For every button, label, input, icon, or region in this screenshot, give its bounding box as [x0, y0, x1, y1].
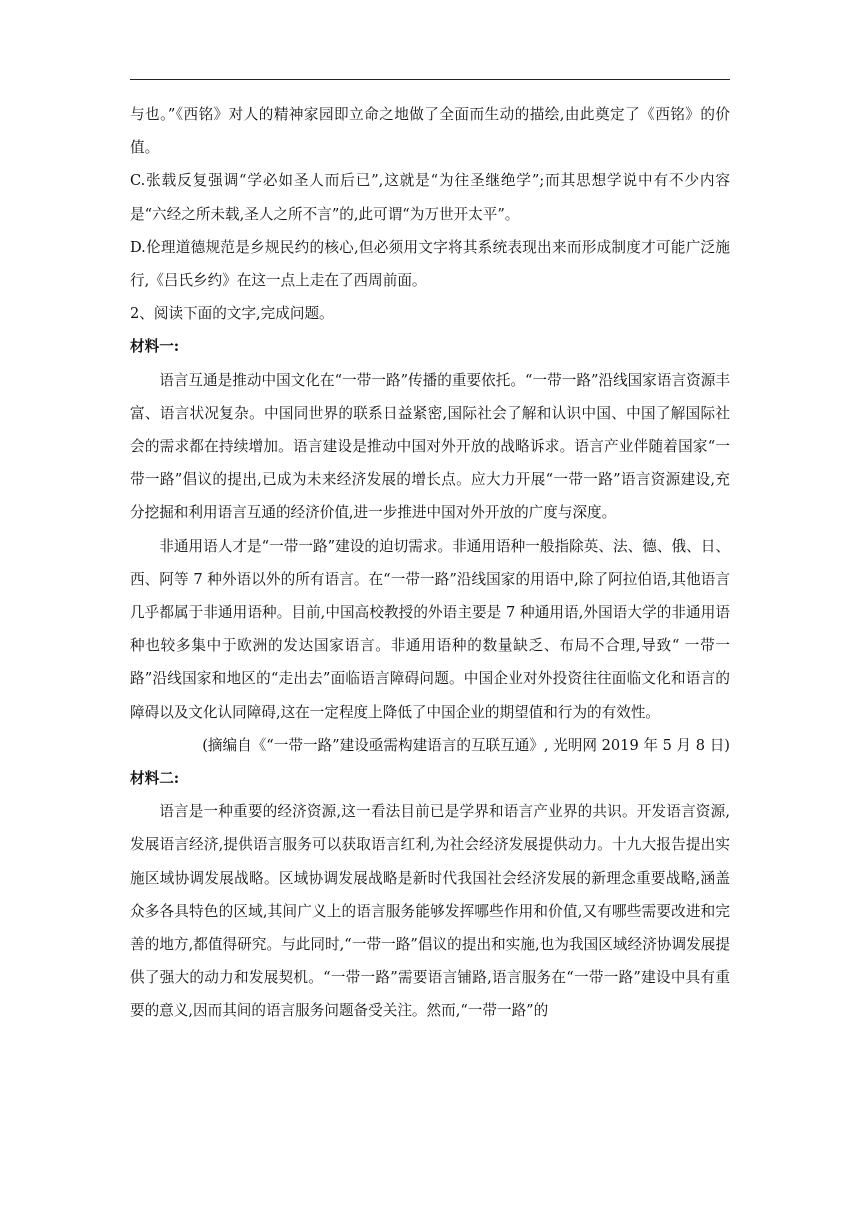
option-c-paragraph: C.张载反复强调“学必如圣人而后已”,这就是“为往圣继绝学”;而其思想学说中有不少内容是“六经之所未载,圣人之所不言”的,此可谓“为万世开太平”。 — [130, 172, 730, 223]
material-2-heading: 材料二: — [130, 770, 180, 788]
material-2-paragraph-1: 语言是一种重要的经济资源,这一看法目前已是学界和语言产业界的共识。开发语言资源,发展语言经济,提供语言服务可以获取语言红利,为社会经济发展提供动力。十九大报告提出实施区域协调发展战略。区域协调发展战略是新时代我国社会经济发展的新理念重要战略,涵盖众多各具特色的区域,其间广义上的语言服务能够发挥哪些作用和价值,又有哪些需要改进和完善的地方,都值得研究。与此同时,“一带一路”倡议的提出和实施,也为我国区域经济协调发展提供了强大的动力和发展契机。“一带一路”需要语言铺路,语言服务在“一带一路”建设中具有重要的意义,因而其间的语言服务问题备受关注。然而,“一带一路”的 — [130, 803, 730, 1020]
document-body — [130, 98, 730, 1028]
material-1-heading: 材料一: — [130, 338, 180, 356]
header-rule — [130, 79, 730, 80]
material-1-source: (摘编自《“一带一路”建设亟需构建语言的互联互通》, 光明网 2019 年 5 月 8 日) — [202, 736, 730, 754]
continued-paragraph: 与也。”《西铭》对人的精神家园即立命之地做了全面而生动的描绘,由此奠定了《西铭》的价值。 — [130, 106, 730, 157]
material-1-paragraph-2: 非通用语人才是“一带一路”建设的迫切需求。非通用语种一般指除英、法、德、俄、日、西、阿等 7 种外语以外的所有语言。在“一带一路”沿线国家的用语中,除了阿拉伯语,其他语言几乎都属于非通用语种。目前,中国高校教授的外语主要是 7 种通用语,外国语大学的非通用语种也较多集中于欧洲的发达国家语言。非通用语种的数量缺乏、布局不合理,导致“ 一带一路”沿线国家和地区的“走出去”面临语言障碍问题。中国企业对外投资往往面临文化和语言的障碍以及文化认同障碍,这在一定程度上降低了中国企业的期望值和行为的有效性。 — [130, 537, 730, 721]
question-2-prompt: 2、阅读下面的文字,完成问题。 — [130, 305, 334, 323]
material-1-paragraph-1: 语言互通是推动中国文化在“一带一路”传播的重要依托。“一带一路”沿线国家语言资源丰富、语言状况复杂。中国同世界的联系日益紧密,国际社会了解和认识中国、中国了解国际社会的需求都在持续增加。语言建设是推动中国对外开放的战略诉求。语言产业伴随着国家“一带一路”倡议的提出,已成为未来经济发展的增长点。应大力开展“一带一路”语言资源建设,充分挖掘和利用语言互通的经济价值,进一步推进中国对外开放的广度与深度。 — [130, 371, 730, 522]
option-d-paragraph: D.伦理道德规范是乡规民约的核心,但必须用文字将其系统表现出来而形成制度才可能广泛施行,《吕氏乡约》在这一点上走在了西周前面。 — [130, 238, 730, 290]
